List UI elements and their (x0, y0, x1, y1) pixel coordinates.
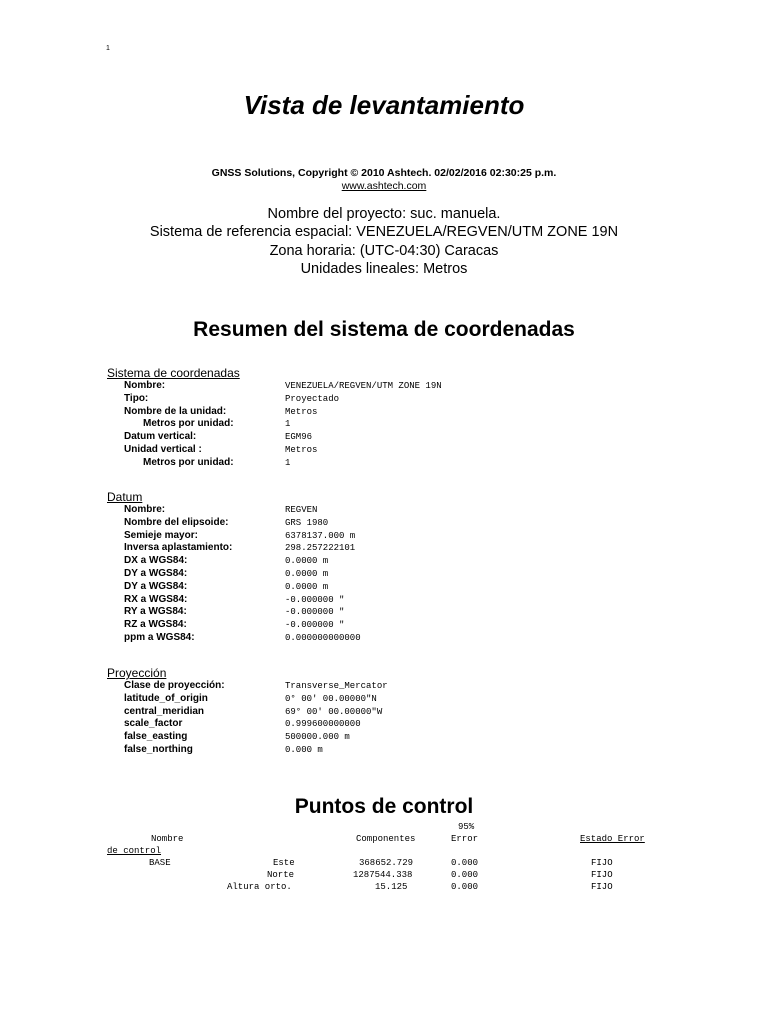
section-title: Datum (107, 490, 143, 504)
kv-value: Proyectado (285, 393, 340, 404)
kv-key: central_meridian (124, 705, 205, 717)
header-de-control: de control (107, 846, 162, 856)
header-error: Error (451, 834, 479, 844)
coord-system-section (107, 366, 667, 470)
kv-key: RY a WGS84: (124, 606, 187, 618)
kv-value: 0.0000 m (285, 581, 329, 592)
component-value: 15.125 (375, 882, 408, 892)
kv-row (107, 457, 667, 470)
kv-value: 1 (285, 457, 291, 468)
kv-key: RZ a WGS84: (124, 619, 187, 631)
status-value: FIJO (591, 858, 613, 868)
timezone: Zona horaria: (UTC-04:30) Caracas (269, 242, 499, 259)
kv-row (107, 444, 667, 457)
kv-value: 0.000 m (285, 744, 323, 755)
kv-value: VENEZUELA/REGVEN/UTM ZONE 19N (285, 381, 442, 391)
kv-key: Unidad vertical : (124, 443, 202, 455)
kv-value: -0.000000 " (285, 607, 345, 618)
kv-row (107, 581, 667, 594)
header-componentes: Componentes (356, 834, 416, 844)
status-value: FIJO (591, 870, 613, 880)
kv-row (107, 504, 667, 517)
table-header-row (107, 821, 667, 833)
kv-row (107, 530, 667, 543)
kv-value: -0.000000 " (285, 594, 345, 605)
kv-row (107, 718, 667, 731)
kv-key: RX a WGS84: (124, 593, 188, 605)
projection-section (107, 666, 667, 757)
kv-key: false_northing (124, 743, 193, 755)
error-value: 0.000 (451, 858, 479, 868)
kv-value: 69° 00' 00.00000"W (285, 706, 383, 717)
kv-row (107, 542, 667, 555)
kv-row (107, 680, 667, 693)
kv-value: 0.0000 m (285, 568, 329, 579)
kv-row (107, 594, 667, 607)
linear-units: Unidades lineales: Metros (300, 260, 468, 277)
kv-value: -0.000000 " (285, 620, 345, 631)
component-value: 1287544.338 (353, 870, 413, 880)
control-table (107, 821, 667, 893)
kv-row (107, 568, 667, 581)
kv-value: Metros (285, 406, 318, 417)
page-title: Vista de levantamiento (243, 90, 525, 120)
kv-value: 6378137.000 m (285, 530, 356, 541)
table-row (107, 869, 667, 881)
error-value: 0.000 (451, 882, 479, 892)
kv-key: Clase de proyección: (124, 680, 225, 691)
datum-section (107, 490, 667, 645)
kv-key: latitude_of_origin (124, 692, 208, 704)
table-row (107, 857, 667, 869)
kv-key: DY a WGS84: (124, 567, 188, 579)
component-label: Este (273, 858, 295, 868)
kv-key: Nombre: (124, 380, 166, 391)
kv-row (107, 380, 667, 393)
kv-key: Nombre de la unidad: (124, 405, 227, 417)
website-link[interactable]: www.ashtech.com (341, 180, 427, 192)
point-name: BASE (149, 858, 171, 868)
kv-row (107, 706, 667, 719)
project-name: Nombre del proyecto: suc. manuela. (267, 206, 501, 222)
kv-value: 0.0000 m (285, 556, 329, 567)
component-value: 368652.729 (359, 858, 414, 868)
kv-key: Inversa aplastamiento: (124, 542, 233, 554)
control-heading: Puntos de control (294, 795, 474, 818)
kv-value: 0.000000000000 (285, 632, 361, 643)
kv-key: Metros por unidad: (143, 418, 234, 430)
kv-row (107, 406, 667, 419)
kv-row (107, 632, 667, 645)
project-info (0, 205, 768, 278)
kv-row (107, 393, 667, 406)
copyright-line: GNSS Solutions, Copyright © 2010 Ashtech. 02/02/2016 02:30:25 p.m. (211, 167, 557, 179)
section-title: Proyección (107, 666, 167, 680)
kv-value: 0° 00' 00.00000"N (285, 693, 377, 704)
kv-key: DY a WGS84: (124, 580, 188, 592)
kv-key: Nombre del elipsoide: (124, 516, 229, 528)
table-row (107, 881, 667, 893)
summary-heading: Resumen del sistema de coordenadas (193, 318, 575, 341)
kv-value: 0.999600000000 (285, 719, 361, 730)
kv-row (107, 744, 667, 757)
kv-value: Metros (285, 444, 318, 455)
kv-value: Transverse_Mercator (285, 681, 388, 691)
kv-row (107, 731, 667, 744)
kv-row (107, 418, 667, 431)
kv-key: Datum vertical: (124, 431, 197, 443)
kv-key: Nombre: (124, 504, 166, 515)
section-title: Sistema de coordenadas (107, 366, 240, 380)
kv-value: 500000.000 m (285, 732, 350, 743)
error-value: 0.000 (451, 870, 479, 880)
kv-row (107, 693, 667, 706)
kv-value: 298.257222101 (285, 543, 356, 554)
kv-value: 1 (285, 419, 291, 430)
kv-row (107, 606, 667, 619)
kv-key: scale_factor (124, 718, 183, 730)
kv-row (107, 555, 667, 568)
kv-value: GRS 1980 (285, 517, 329, 528)
header-estado: Estado Error (580, 834, 645, 844)
kv-value: REGVEN (285, 505, 318, 515)
kv-value: EGM96 (285, 432, 313, 443)
header-95: 95% (458, 822, 475, 832)
table-header-row (107, 833, 667, 845)
page-number: 1 (106, 45, 110, 52)
kv-key: DX a WGS84: (124, 555, 188, 567)
kv-key: false_easting (124, 731, 188, 743)
kv-key: Semieje mayor: (124, 529, 198, 541)
status-value: FIJO (591, 882, 613, 892)
kv-row (107, 619, 667, 632)
header-nombre: Nombre (151, 834, 184, 844)
kv-key: ppm a WGS84: (124, 631, 195, 643)
table-header-row (107, 845, 667, 857)
reference-system: Sistema de referencia espacial: VENEZUELA/REGVEN/UTM ZONE 19N (149, 224, 619, 241)
kv-key: Tipo: (124, 392, 149, 404)
kv-row (107, 431, 667, 444)
component-label: Altura orto. (227, 882, 292, 892)
component-label: Norte (267, 870, 295, 880)
kv-key: Metros por unidad: (143, 456, 234, 468)
kv-row (107, 517, 667, 530)
